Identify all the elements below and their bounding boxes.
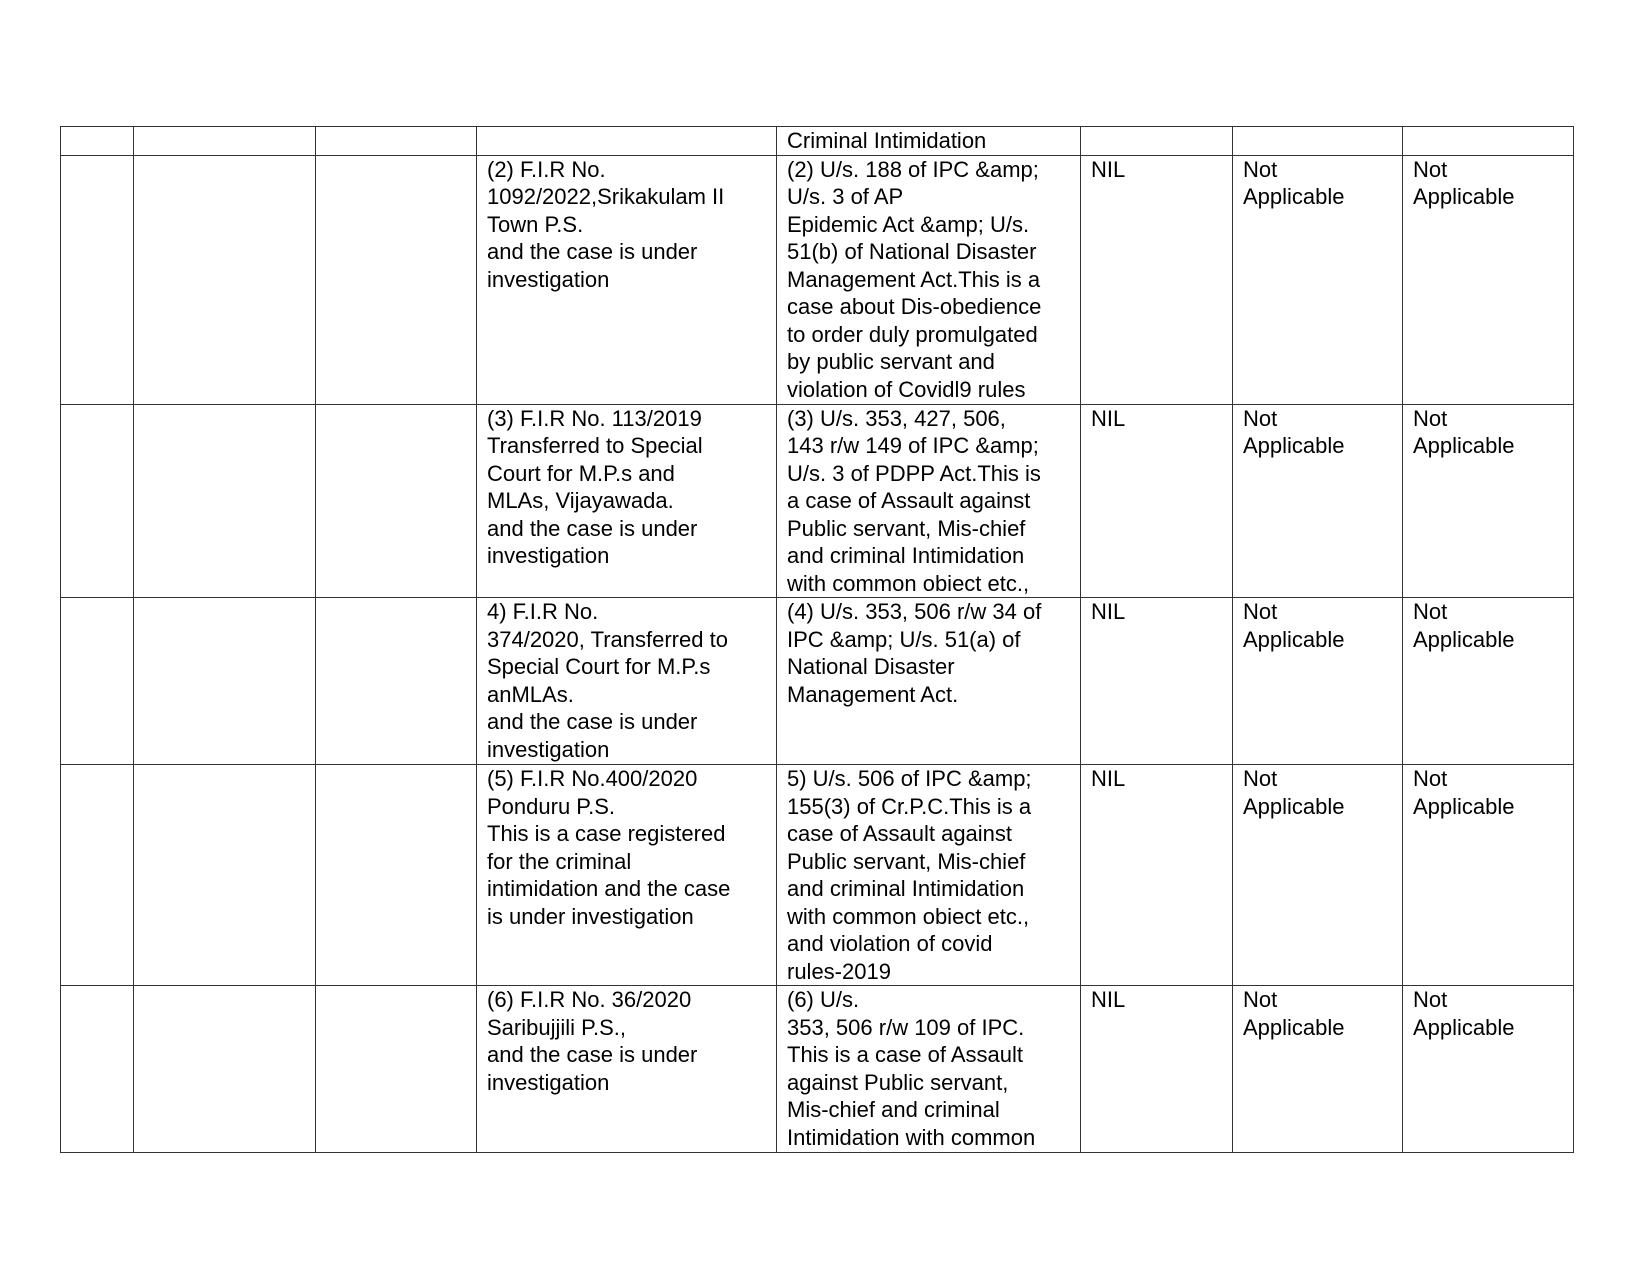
blank-cell — [134, 765, 316, 986]
serial-cell — [61, 127, 134, 156]
blank-cell — [316, 127, 477, 156]
blank-cell — [134, 986, 316, 1153]
applicability-cell: Not Applicable — [1233, 404, 1403, 598]
table-row — [61, 127, 1574, 156]
blank-cell — [316, 404, 477, 598]
table-row — [61, 765, 1574, 986]
sections-cell: (4) U/s. 353, 506 r/w 34 of IPC &amp; U/s. 51(a) of National Disaster Management Act. — [777, 598, 1081, 765]
serial-cell — [61, 404, 134, 598]
fir-details-cell: (5) F.I.R No.400/2020 Ponduru P.S. This is a case registered for the criminal intimidation and the case is under investigation — [477, 765, 777, 986]
status-cell: NIL — [1081, 598, 1233, 765]
applicability-cell — [1403, 127, 1574, 156]
serial-cell — [61, 598, 134, 765]
status-cell — [1081, 127, 1233, 156]
blank-cell — [316, 765, 477, 986]
applicability-cell — [1233, 127, 1403, 156]
status-cell: NIL — [1081, 155, 1233, 404]
applicability-cell: Not Applicable — [1233, 155, 1403, 404]
criminal-cases-table — [60, 126, 1574, 1153]
applicability-cell: Not Applicable — [1403, 765, 1574, 986]
table-row — [61, 986, 1574, 1153]
blank-cell — [134, 404, 316, 598]
sections-cell: (2) U/s. 188 of IPC &amp; U/s. 3 of AP Epidemic Act &amp; U/s. 51(b) of National Disaster Management Act.This is a case about Dis-obedience to order duly promulgated by public servant and violation of Covidl9 rules — [777, 155, 1081, 404]
serial-cell — [61, 986, 134, 1153]
fir-details-cell — [477, 127, 777, 156]
table-row — [61, 404, 1574, 598]
applicability-cell: Not Applicable — [1403, 986, 1574, 1153]
blank-cell — [134, 127, 316, 156]
sections-cell: Criminal Intimidation — [777, 127, 1081, 156]
blank-cell — [134, 155, 316, 404]
status-cell: NIL — [1081, 765, 1233, 986]
fir-details-cell: (6) F.I.R No. 36/2020 Saribujjili P.S., and the case is under investigation — [477, 986, 777, 1153]
table-row — [61, 598, 1574, 765]
applicability-cell: Not Applicable — [1233, 986, 1403, 1153]
applicability-cell: Not Applicable — [1403, 598, 1574, 765]
sections-cell: (6) U/s. 353, 506 r/w 109 of IPC. This is a case of Assault against Public servant, Mis-chief and criminal Intimidation with common — [777, 986, 1081, 1153]
status-cell: NIL — [1081, 404, 1233, 598]
sections-cell: (3) U/s. 353, 427, 506, 143 r/w 149 of IPC &amp; U/s. 3 of PDPP Act.This is a case of Assault against Public servant, Mis-chief and criminal Intimidation with common obiect etc., — [777, 404, 1081, 598]
applicability-cell: Not Applicable — [1233, 598, 1403, 765]
serial-cell — [61, 765, 134, 986]
applicability-cell: Not Applicable — [1403, 404, 1574, 598]
fir-details-cell: 4) F.I.R No. 374/2020, Transferred to Special Court for M.P.s anMLAs. and the case is under investigation — [477, 598, 777, 765]
sections-cell: 5) U/s. 506 of IPC &amp; 155(3) of Cr.P.C.This is a case of Assault against Public servant, Mis-chief and criminal Intimidation with common obiect etc., and violation of covid rules-2019 — [777, 765, 1081, 986]
blank-cell — [316, 986, 477, 1153]
blank-cell — [316, 155, 477, 404]
serial-cell — [61, 155, 134, 404]
applicability-cell: Not Applicable — [1403, 155, 1574, 404]
table-row — [61, 155, 1574, 404]
blank-cell — [134, 598, 316, 765]
applicability-cell: Not Applicable — [1233, 765, 1403, 986]
fir-details-cell: (3) F.I.R No. 113/2019 Transferred to Special Court for M.P.s and MLAs, Vijayawada. and the case is under investigation — [477, 404, 777, 598]
blank-cell — [316, 598, 477, 765]
fir-details-cell: (2) F.I.R No. 1092/2022,Srikakulam II Town P.S. and the case is under investigation — [477, 155, 777, 404]
status-cell: NIL — [1081, 986, 1233, 1153]
